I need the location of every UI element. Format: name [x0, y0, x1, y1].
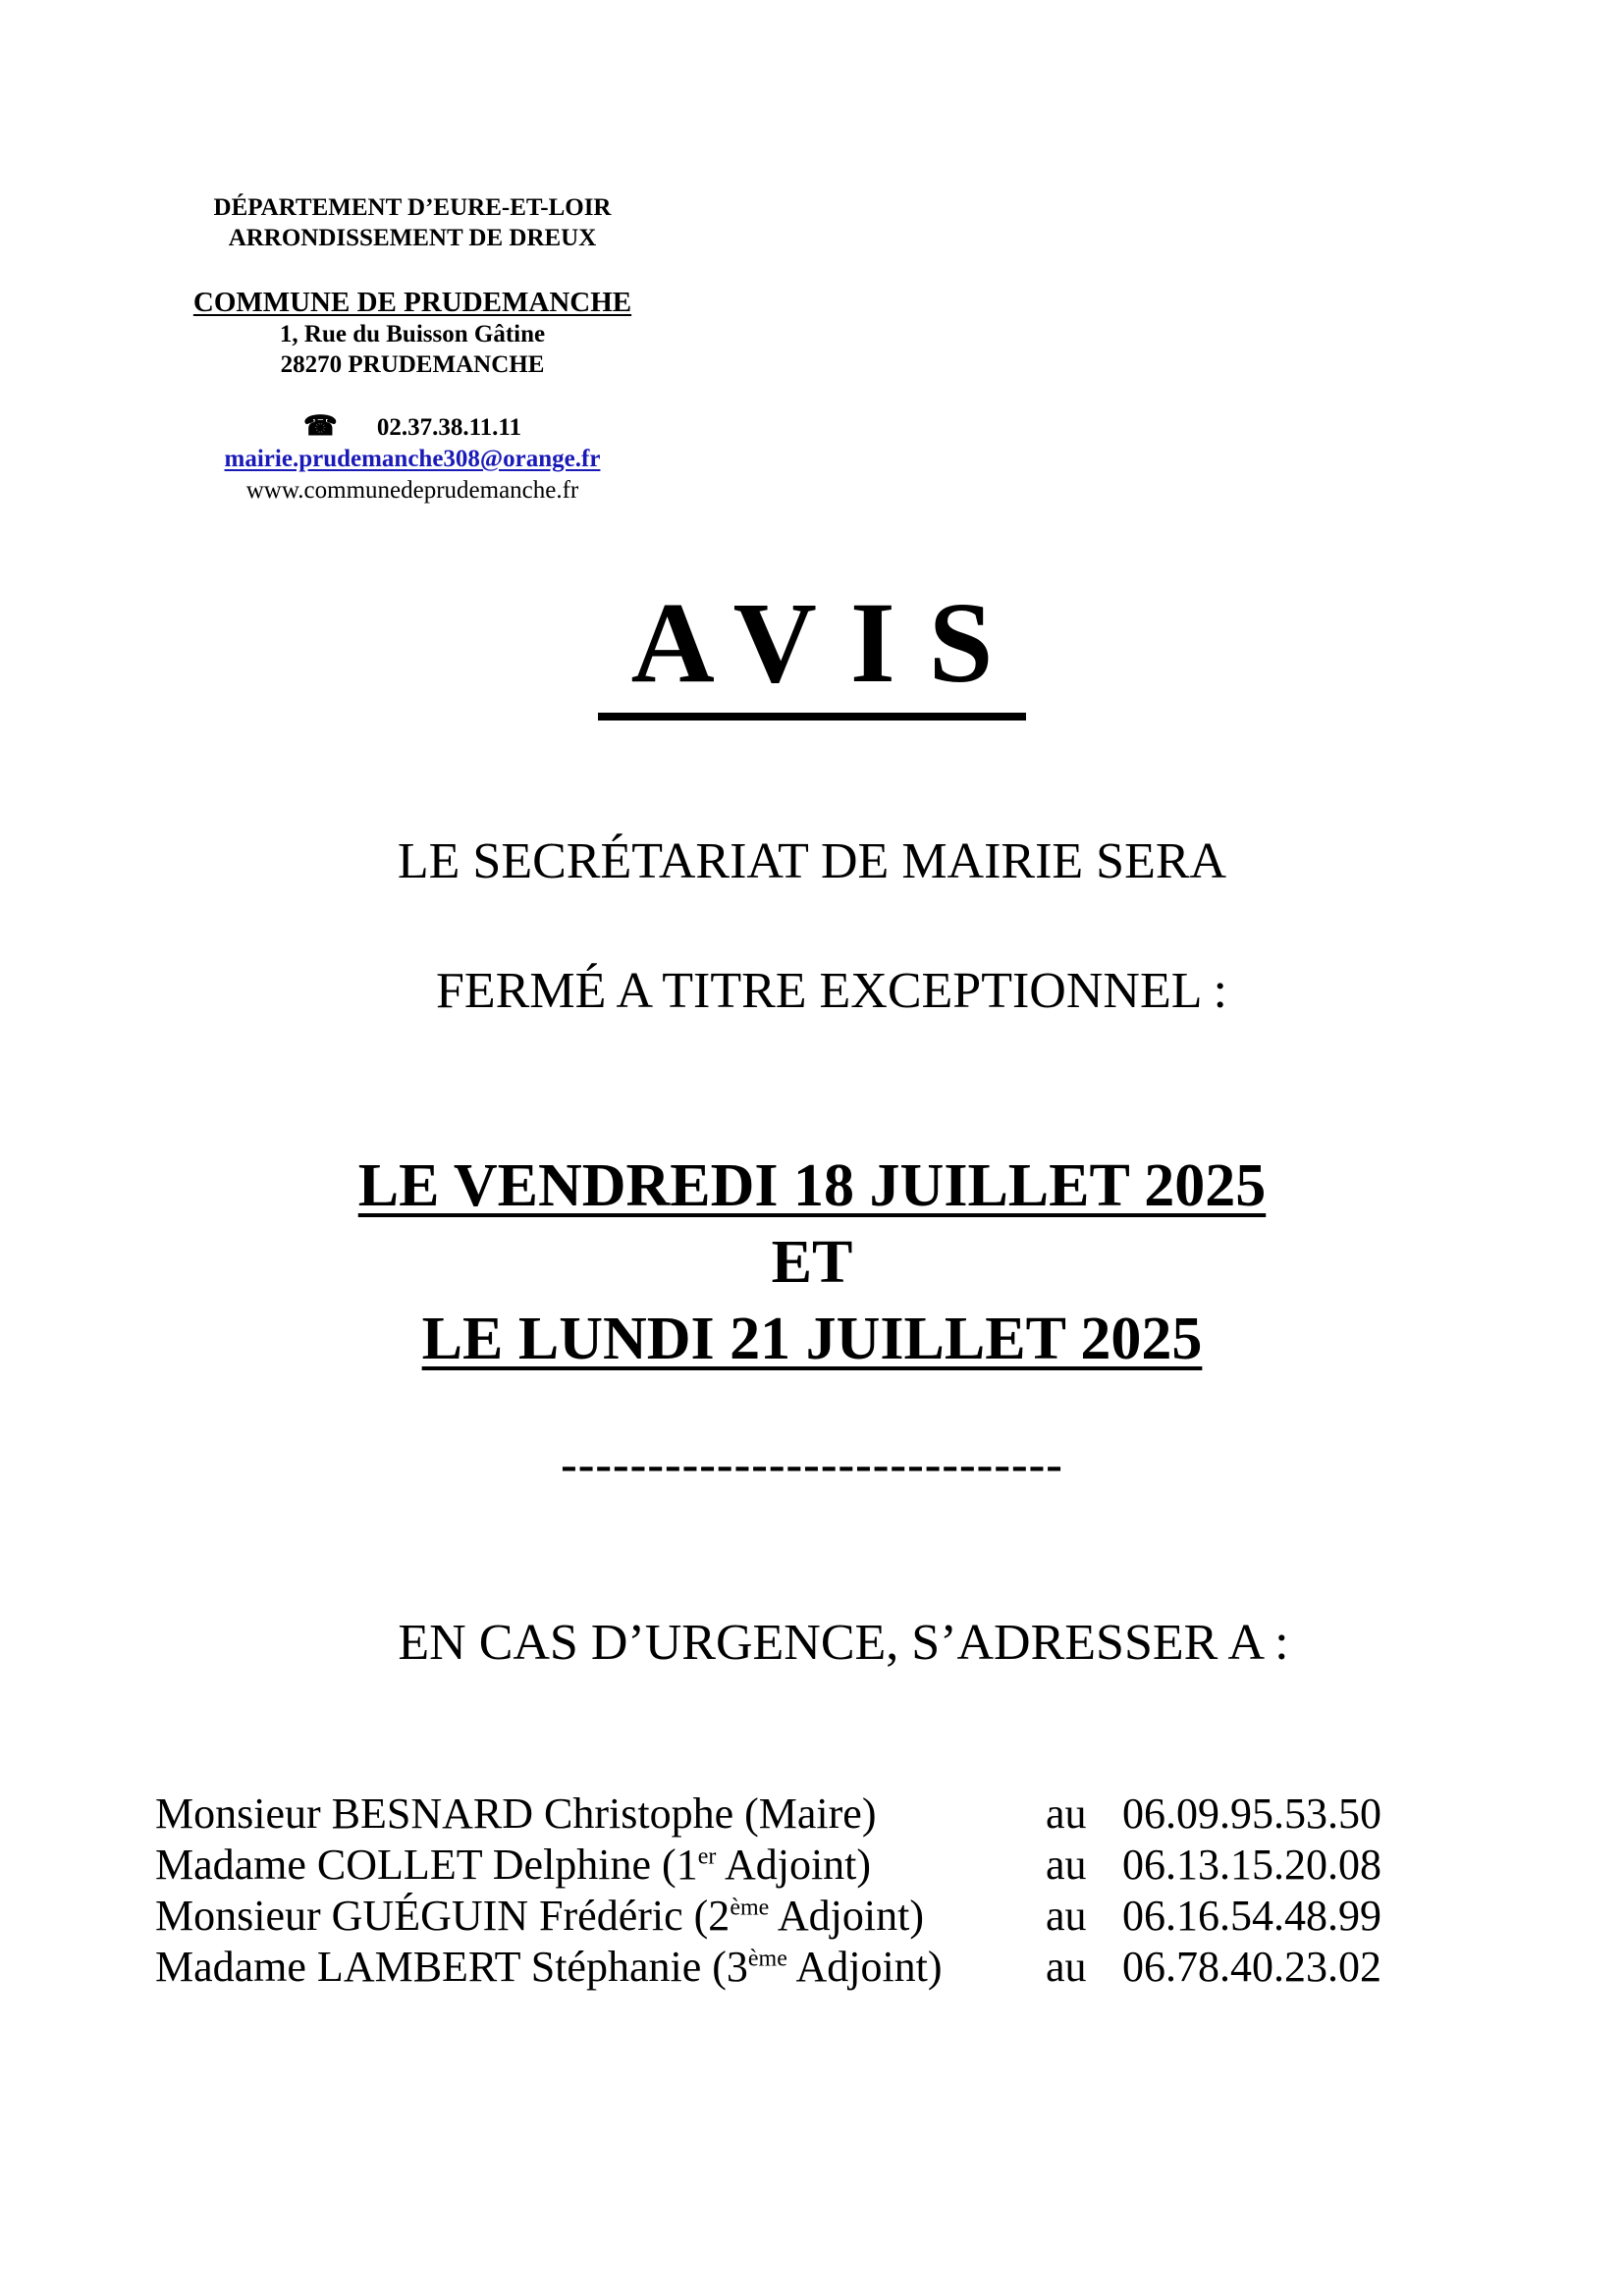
contact-ordinal: er	[697, 1843, 717, 1870]
notice-title-text: AVIS	[598, 578, 1027, 721]
contact-row	[155, 1891, 1432, 1942]
contact-phone: 06.78.40.23.02	[1122, 1943, 1381, 1991]
contact-row	[155, 1942, 1432, 1993]
date-connector: ET	[771, 1229, 853, 1296]
department-line: DÉPARTEMENT D’EURE-ET-LOIR	[213, 194, 612, 221]
contact-row	[155, 1840, 1432, 1891]
contact-phone: 06.16.54.48.99	[1122, 1892, 1381, 1940]
contact-phone: 06.13.15.20.08	[1122, 1841, 1381, 1889]
contact-au: au	[1046, 1892, 1087, 1940]
contact-au: au	[1046, 1789, 1087, 1838]
contact-name	[155, 1942, 943, 1993]
contact-name-part: Madame COLLET Delphine (1	[155, 1841, 698, 1889]
closure-date-2	[0, 1304, 1624, 1374]
contact-name	[155, 1840, 871, 1891]
closure-date-2-text: LE LUNDI 21 JUILLET 2025	[421, 1306, 1203, 1372]
commune-title: COMMUNE DE PRUDEMANCHE	[192, 287, 632, 318]
urgence-label: EN CAS D’URGENCE, S’ADRESSER A :	[398, 1615, 1289, 1671]
notice-title	[0, 579, 1624, 707]
separator-line: -----------------------------	[561, 1436, 1063, 1491]
contact-row	[155, 1789, 1432, 1840]
contact-name-part: Adjoint)	[786, 1943, 943, 1991]
contact-name	[155, 1891, 924, 1942]
email-link[interactable]: mairie.prudemanche308@orange.fr	[224, 446, 601, 472]
address-city: 28270 PRUDEMANCHE	[280, 351, 545, 378]
contact-phone: 06.09.95.53.50	[1122, 1789, 1381, 1838]
emergency-contacts	[155, 1789, 1432, 1993]
website-url: www.communedeprudemanche.fr	[245, 477, 579, 504]
contact-name-part: Monsieur GUÉGUIN Frédéric (2	[155, 1892, 731, 1940]
address-street: 1, Rue du Buisson Gâtine	[279, 321, 546, 347]
phone-row	[147, 411, 677, 443]
notice-line-1: LE SECRÉTARIAT DE MAIRIE SERA	[397, 833, 1227, 889]
contact-name: Monsieur BESNARD Christophe (Maire)	[155, 1789, 877, 1838]
closure-date-1-text: LE VENDREDI 18 JUILLET 2025	[357, 1152, 1267, 1219]
contact-au: au	[1046, 1841, 1087, 1889]
contact-name-part: Adjoint)	[716, 1841, 872, 1889]
phone-number: 02.37.38.11.11	[376, 414, 522, 441]
notice-line-2: FERMÉ A TITRE EXCEPTIONNEL :	[436, 963, 1227, 1019]
phone-icon: ☎	[302, 411, 338, 442]
contact-au: au	[1046, 1943, 1087, 1991]
contact-ordinal: ème	[730, 1895, 770, 1921]
contact-name-part: Madame LAMBERT Stéphanie (3	[155, 1943, 748, 1991]
letterhead	[147, 192, 677, 506]
contact-name-part: Adjoint)	[769, 1892, 924, 1940]
contact-ordinal: ème	[747, 1946, 787, 1972]
arrondissement-line: ARRONDISSEMENT DE DREUX	[228, 225, 597, 251]
closure-date-1	[0, 1150, 1624, 1221]
